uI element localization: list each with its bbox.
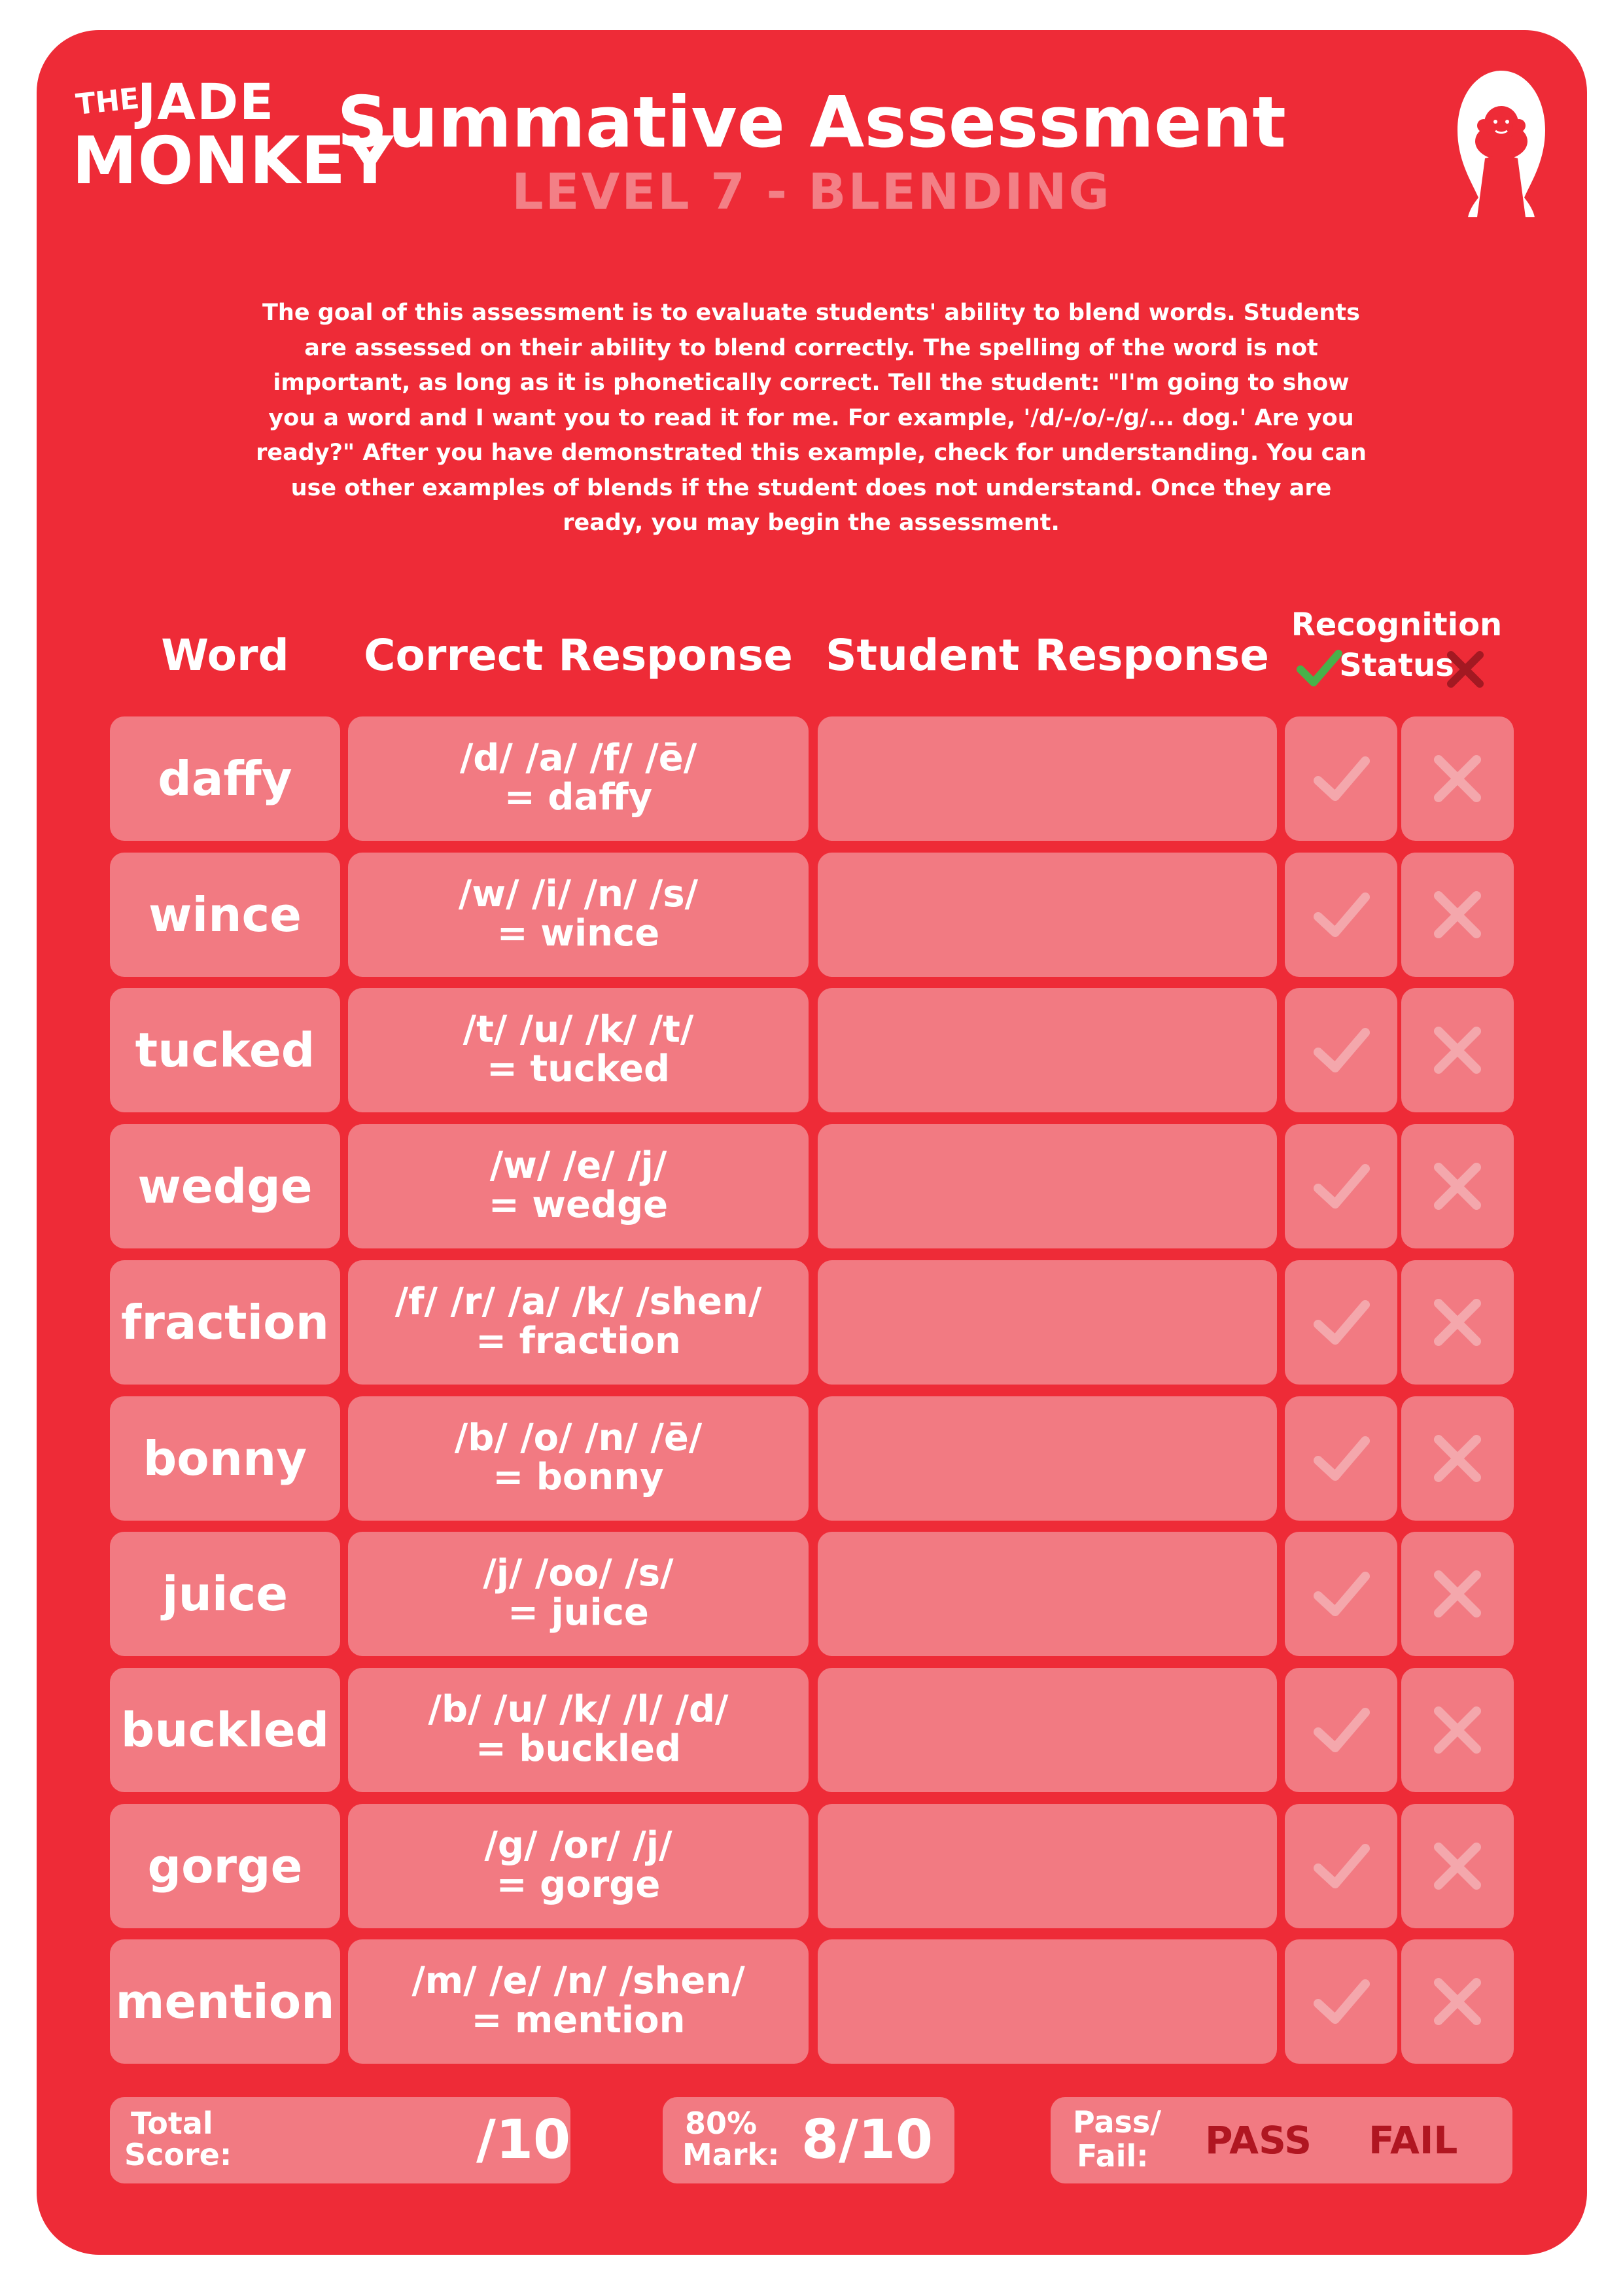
correct-response-answer: = mention	[471, 1999, 686, 2042]
word-text: juice	[162, 1566, 288, 1622]
correct-response-sounds: /w/ /i/ /n/ /s/	[458, 872, 699, 915]
word-text: tucked	[135, 1023, 315, 1078]
mark-incorrect-button[interactable]	[1401, 1260, 1514, 1385]
word-text: wince	[148, 887, 302, 942]
correct-response-sounds: /d/ /a/ /f/ /ē/	[459, 737, 697, 779]
cross-icon	[1428, 885, 1487, 944]
check-icon	[1312, 1837, 1370, 1896]
correct-response-answer: = daffy	[504, 776, 653, 819]
pass-mark-box	[663, 2097, 954, 2183]
mark-incorrect-button[interactable]	[1401, 1668, 1514, 1792]
monkey-mascot-icon	[1452, 68, 1550, 219]
table-row	[0, 716, 1623, 841]
mark-correct-button[interactable]	[1285, 988, 1397, 1112]
correct-response-sounds: /w/ /e/ /j/	[489, 1144, 667, 1188]
pass-fail-label-1: Pass/	[1073, 2104, 1162, 2140]
student-response-field[interactable]	[818, 988, 1277, 1112]
column-header-student-response: Student Response	[825, 630, 1270, 680]
check-icon	[1312, 1157, 1370, 1216]
word-text: mention	[115, 1974, 335, 2030]
correct-response-cell	[348, 988, 809, 1112]
word-cell	[110, 1396, 340, 1521]
correct-response-sounds: /t/ /u/ /k/ /t/	[462, 1008, 694, 1051]
word-cell	[110, 1532, 340, 1656]
correct-response-sounds: /f/ /r/ /a/ /k/ /shen/	[394, 1280, 762, 1323]
word-cell	[110, 1668, 340, 1792]
word-cell	[110, 1260, 340, 1385]
table-row	[0, 1939, 1623, 2064]
table-row	[0, 853, 1623, 977]
mark-incorrect-button[interactable]	[1401, 1124, 1514, 1248]
mark-correct-button[interactable]	[1285, 1532, 1397, 1656]
correct-response-sounds: /g/ /or/ /j/	[484, 1824, 672, 1867]
check-icon	[1312, 1429, 1370, 1488]
word-cell	[110, 1804, 340, 1928]
mark-incorrect-button[interactable]	[1401, 1532, 1514, 1656]
correct-response-cell	[348, 1804, 809, 1928]
word-text: wedge	[137, 1159, 313, 1214]
pass-mark-label-1: 80%	[685, 2106, 758, 2141]
correct-response-answer: = gorge	[496, 1863, 661, 1906]
mark-correct-button[interactable]	[1285, 853, 1397, 977]
pass-mark-label-2: Mark:	[682, 2137, 780, 2172]
correct-response-answer: = wedge	[488, 1184, 669, 1227]
recognition-header-line-2: Status	[1339, 647, 1454, 684]
correct-response-cell	[348, 1260, 809, 1385]
table-row	[0, 1668, 1623, 1792]
correct-response-cell	[348, 1532, 809, 1656]
brand-line-2: JADE	[137, 73, 275, 131]
table-row	[0, 1396, 1623, 1521]
student-response-field[interactable]	[818, 1124, 1277, 1248]
mark-incorrect-button[interactable]	[1401, 1939, 1514, 2064]
brand-line-3: MONKEY	[72, 122, 394, 199]
cross-icon	[1444, 648, 1486, 690]
pass-fail-box	[1051, 2097, 1512, 2183]
word-text: daffy	[158, 751, 292, 806]
page-subtitle: LEVEL 7 - BLENDING	[512, 162, 1111, 221]
correct-response-cell	[348, 853, 809, 977]
mark-incorrect-button[interactable]	[1401, 1396, 1514, 1521]
mark-correct-button[interactable]	[1285, 1396, 1397, 1521]
correct-response-sounds: /b/ /u/ /k/ /l/ /d/	[428, 1687, 729, 1731]
cross-icon	[1428, 1429, 1487, 1488]
page-title: Summative Assessment	[337, 82, 1286, 164]
table-row	[0, 1532, 1623, 1656]
correct-response-cell	[348, 1939, 809, 2064]
brand-line-1: THE	[74, 82, 141, 122]
table-row	[0, 988, 1623, 1112]
correct-response-cell	[348, 1396, 809, 1521]
column-header-word: Word	[161, 630, 289, 680]
mark-correct-button[interactable]	[1285, 1260, 1397, 1385]
correct-response-sounds: /j/ /oo/ /s/	[483, 1552, 674, 1595]
check-icon	[1312, 1701, 1370, 1759]
word-cell	[110, 853, 340, 977]
check-icon	[1312, 1564, 1370, 1623]
cross-icon	[1428, 1564, 1487, 1623]
cross-icon	[1428, 1837, 1487, 1896]
correct-response-cell	[348, 716, 809, 841]
check-icon	[1312, 749, 1370, 808]
cross-icon	[1428, 1701, 1487, 1759]
correct-response-cell	[348, 1668, 809, 1792]
correct-response-sounds: /m/ /e/ /n/ /shen/	[411, 1960, 745, 2003]
mark-correct-button[interactable]	[1285, 1124, 1397, 1248]
fail-option[interactable]: FAIL	[1369, 2118, 1458, 2163]
pass-mark-value: 8/10	[801, 2109, 934, 2171]
mark-correct-button[interactable]	[1285, 716, 1397, 841]
recognition-header-line-1: Recognition	[1291, 607, 1503, 643]
total-score-label-1: Total	[131, 2106, 213, 2141]
student-response-field[interactable]	[818, 1939, 1277, 2064]
correct-response-sounds: /b/ /o/ /n/ /ē/	[454, 1416, 703, 1459]
cross-icon	[1428, 1021, 1487, 1080]
student-response-field[interactable]	[818, 853, 1277, 977]
mark-correct-button[interactable]	[1285, 1804, 1397, 1928]
total-score-label-2: Score:	[124, 2137, 232, 2172]
column-header-correct-response: Correct Response	[364, 630, 793, 680]
mark-incorrect-button[interactable]	[1401, 988, 1514, 1112]
correct-response-answer: = wince	[497, 911, 660, 955]
check-icon	[1312, 1972, 1370, 2031]
pass-fail-label-2: Fail:	[1077, 2138, 1149, 2174]
word-cell	[110, 988, 340, 1112]
mark-incorrect-button[interactable]	[1401, 853, 1514, 977]
correct-response-answer: = bonny	[493, 1455, 664, 1498]
mark-correct-button[interactable]	[1285, 1939, 1397, 2064]
student-response-field[interactable]	[818, 716, 1277, 841]
word-text: bonny	[143, 1430, 307, 1486]
word-text: buckled	[120, 1702, 330, 1757]
correct-response-cell	[348, 1124, 809, 1248]
check-icon	[1312, 885, 1370, 944]
word-cell	[110, 716, 340, 841]
correct-response-answer: = fraction	[476, 1319, 681, 1362]
cross-icon	[1428, 1293, 1487, 1352]
word-cell	[110, 1124, 340, 1248]
table-row	[0, 1260, 1623, 1385]
correct-response-answer: = juice	[508, 1591, 649, 1634]
student-response-field[interactable]	[818, 1804, 1277, 1928]
cross-icon	[1428, 1157, 1487, 1216]
correct-response-answer: = tucked	[486, 1048, 671, 1091]
mark-incorrect-button[interactable]	[1401, 1804, 1514, 1928]
student-response-field[interactable]	[818, 1396, 1277, 1521]
word-text: fraction	[121, 1294, 329, 1350]
correct-response-answer: = buckled	[475, 1727, 682, 1770]
table-row	[0, 1804, 1623, 1928]
student-response-field[interactable]	[818, 1260, 1277, 1385]
table-row	[0, 1124, 1623, 1248]
total-score-value[interactable]: /10	[476, 2109, 571, 2171]
check-icon	[1312, 1021, 1370, 1080]
check-icon	[1312, 1293, 1370, 1352]
check-icon	[1297, 647, 1342, 689]
word-cell	[110, 1939, 340, 2064]
pass-option[interactable]: PASS	[1205, 2118, 1312, 2163]
student-response-field[interactable]	[818, 1532, 1277, 1656]
cross-icon	[1428, 1972, 1487, 2031]
cross-icon	[1428, 749, 1487, 808]
mark-correct-button[interactable]	[1285, 1668, 1397, 1792]
student-response-field[interactable]	[818, 1668, 1277, 1792]
instructions-paragraph: The goal of this assessment is to evaluate students' ability to blend words. Students are assessed on their ability to blend correctly. The spelling of the word is not important, as long as it is phonetically correct. Tell the student: "I'm going to show you a word and I want you to read it for me. For example, '/d/-/o/-/g/... dog.' Are you ready?" After you have demonstrated this example, check for understanding. You can use other examples of blends if the student does not understand. Once they are ready, you may begin the assessment.	[256, 300, 1367, 536]
mark-incorrect-button[interactable]	[1401, 716, 1514, 841]
total-score-box	[110, 2097, 570, 2183]
word-text: gorge	[147, 1838, 303, 1894]
